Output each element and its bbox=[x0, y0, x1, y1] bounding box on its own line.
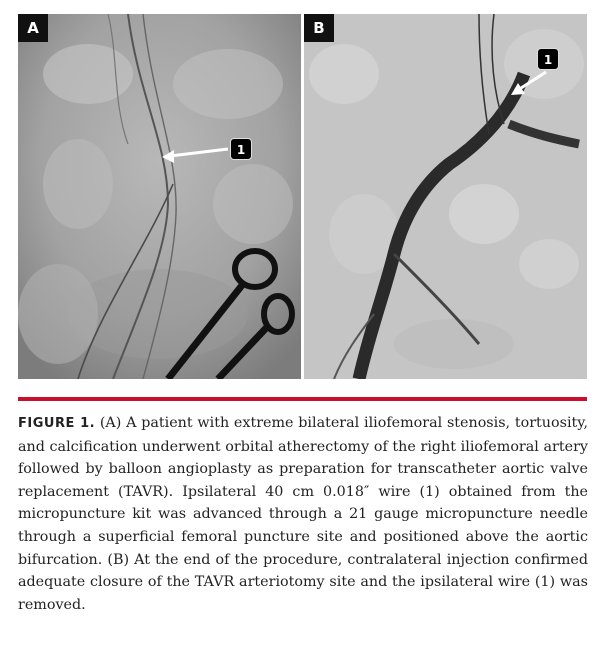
panel-b-marker: 1 bbox=[537, 48, 559, 70]
panel-b-image bbox=[304, 14, 587, 379]
figure-caption bbox=[18, 412, 588, 616]
caption-text: (A) A patient with extreme bilateral iliofemoral stenosis, tortuosity, and calcification underwent orbital atherectomy of the right iliofemoral artery followed by balloon angioplasty as preparation for transcatheter aortic valve replacement (TAVR). Ipsilateral 40 cm 0.018″ wire (1) obtained from the micropuncture kit was advanced through a 21 gauge micropuncture needle through a superficial femoral puncture site and positioned above the aortic bifurcation. (B) At the end of the procedure, contralateral injection confirmed adequate closure of the TAVR arteriotomy site and the ipsilateral wire (1) was removed. bbox=[18, 415, 588, 613]
panel-b-label: B bbox=[304, 14, 334, 42]
caption-divider bbox=[18, 397, 587, 401]
panel-a-label: A bbox=[18, 14, 48, 42]
panel-a-marker: 1 bbox=[230, 138, 252, 160]
caption-label: FIGURE 1. bbox=[18, 416, 96, 431]
panel-a-image bbox=[18, 14, 301, 379]
